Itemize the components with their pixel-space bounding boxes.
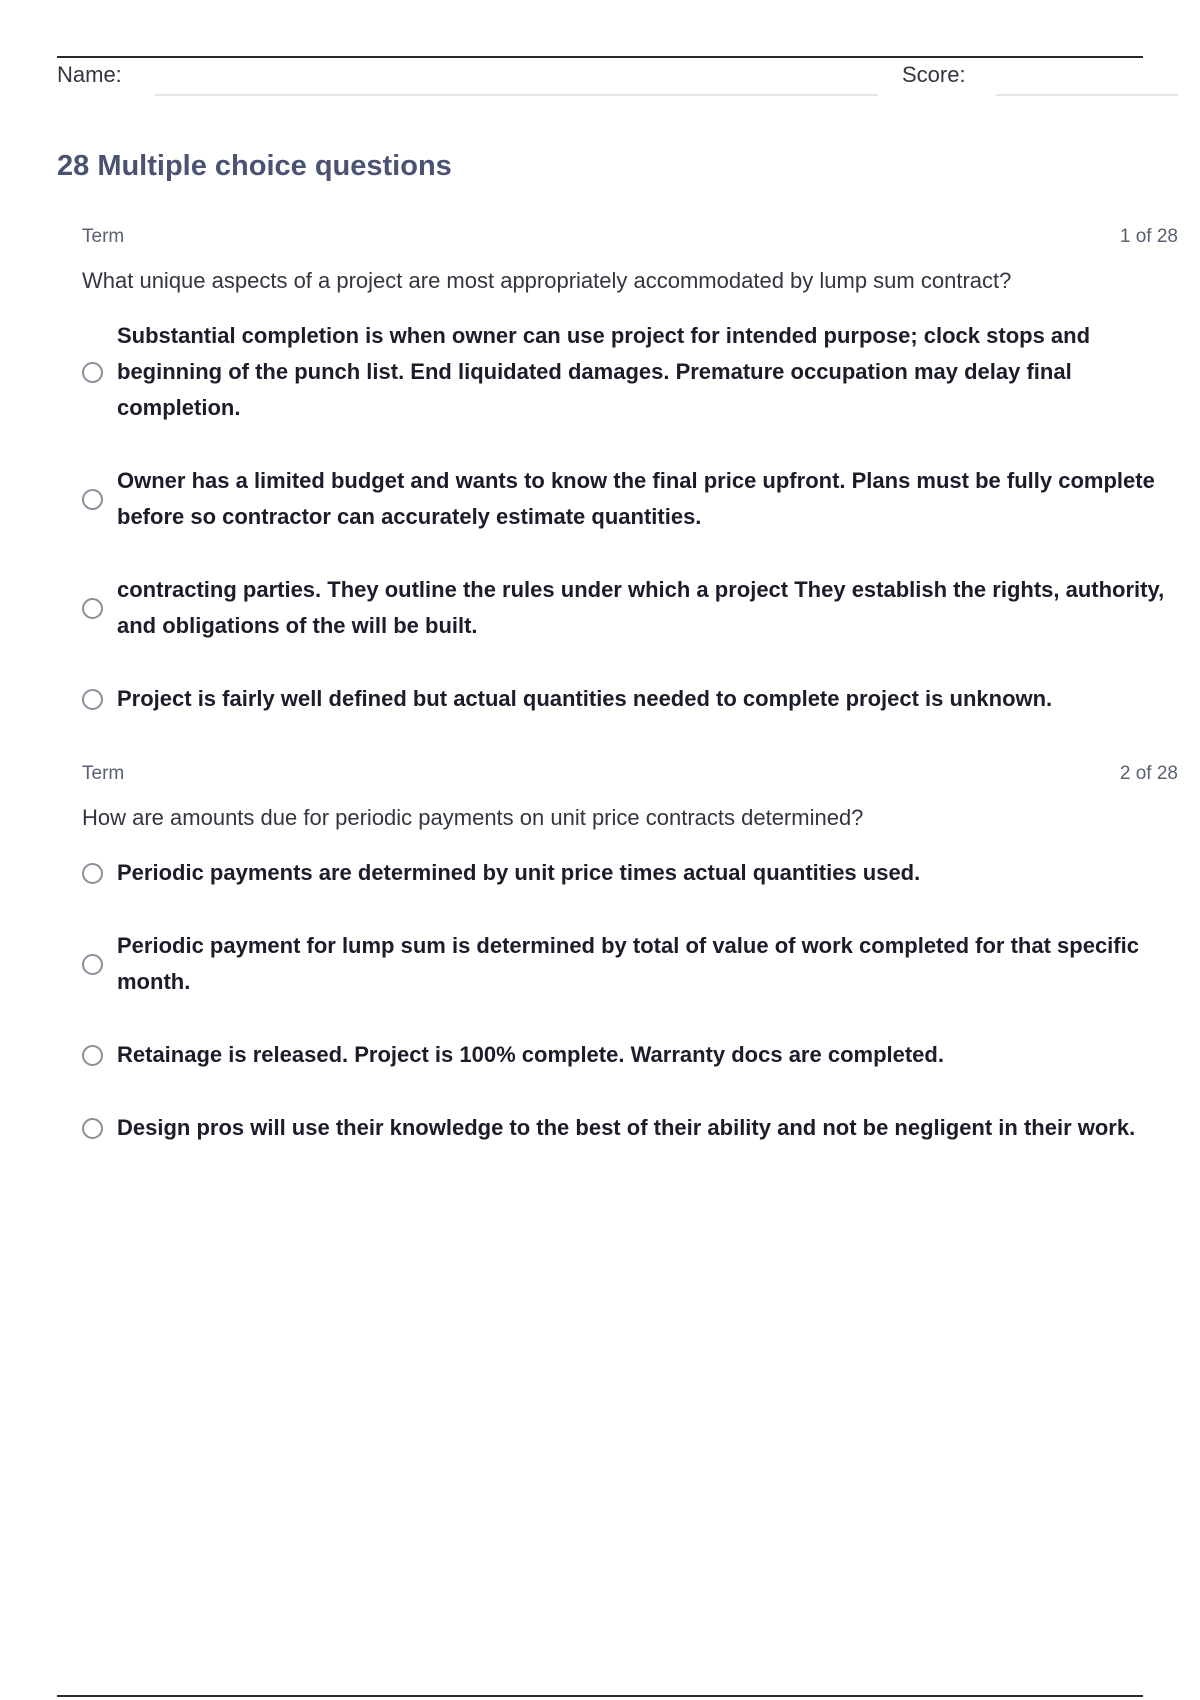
- answer-option-text: Periodic payment for lump sum is determined by total of value of work completed for that specific month.: [117, 933, 1139, 994]
- score-label: Score:: [902, 62, 966, 87]
- answer-option[interactable]: [82, 463, 1178, 535]
- question-card: [82, 763, 1178, 1183]
- radio-button-icon[interactable]: [82, 489, 103, 510]
- answer-option-text: contracting parties. They outline the rules under which a project They establish the rights, authority, and obligations of the will be built.: [117, 577, 1165, 638]
- answer-option-text: Periodic payments are determined by unit price times actual quantities used.: [117, 860, 921, 885]
- question-prompt: How are amounts due for periodic payments on unit price contracts determined?: [82, 805, 864, 830]
- question-prompt: What unique aspects of a project are most appropriately accommodated by lump sum contract?: [82, 268, 1012, 293]
- answer-option[interactable]: [82, 681, 1178, 717]
- answer-option[interactable]: [82, 1110, 1178, 1146]
- answer-options: [82, 318, 1178, 717]
- question-counter: 1 of 28: [1119, 226, 1178, 247]
- answer-option[interactable]: [82, 855, 1178, 891]
- question-counter: 2 of 28: [1119, 763, 1178, 784]
- answer-option[interactable]: [82, 1037, 1178, 1073]
- answer-option[interactable]: [82, 928, 1178, 1000]
- radio-button-icon[interactable]: [82, 362, 103, 383]
- score-field[interactable]: [996, 94, 1178, 96]
- answer-option-text: Owner has a limited budget and wants to know the final price upfront. Plans must be fully complete before so contractor can accurately estimate quantities.: [117, 468, 1155, 529]
- term-label: Term: [82, 226, 125, 247]
- radio-button-icon[interactable]: [82, 1045, 103, 1066]
- top-divider: [57, 56, 1143, 58]
- radio-button-icon[interactable]: [82, 689, 103, 710]
- radio-button-icon[interactable]: [82, 598, 103, 619]
- section-title: 28 Multiple choice questions: [57, 150, 452, 182]
- answer-option-text: Retainage is released. Project is 100% complete. Warranty docs are completed.: [117, 1042, 944, 1067]
- question-card: [82, 226, 1178, 754]
- radio-button-icon[interactable]: [82, 954, 103, 975]
- radio-button-icon[interactable]: [82, 1118, 103, 1139]
- name-field[interactable]: [155, 94, 878, 96]
- answer-option-text: Design pros will use their knowledge to the best of their ability and not be negligent in their work.: [117, 1115, 1136, 1140]
- answer-options: [82, 855, 1178, 1146]
- radio-button-icon[interactable]: [82, 863, 103, 884]
- answer-option-text: Substantial completion is when owner can use project for intended purpose; clock stops and beginning of the punch list. End liquidated damages. Premature occupation may delay final completion.: [117, 323, 1091, 420]
- answer-option[interactable]: [82, 572, 1178, 644]
- answer-option-text: Project is fairly well defined but actual quantities needed to complete project is unknown.: [117, 686, 1053, 711]
- answer-option[interactable]: [82, 318, 1178, 426]
- term-label: Term: [82, 763, 125, 784]
- bottom-divider: [57, 1695, 1143, 1697]
- name-label: Name:: [57, 62, 122, 87]
